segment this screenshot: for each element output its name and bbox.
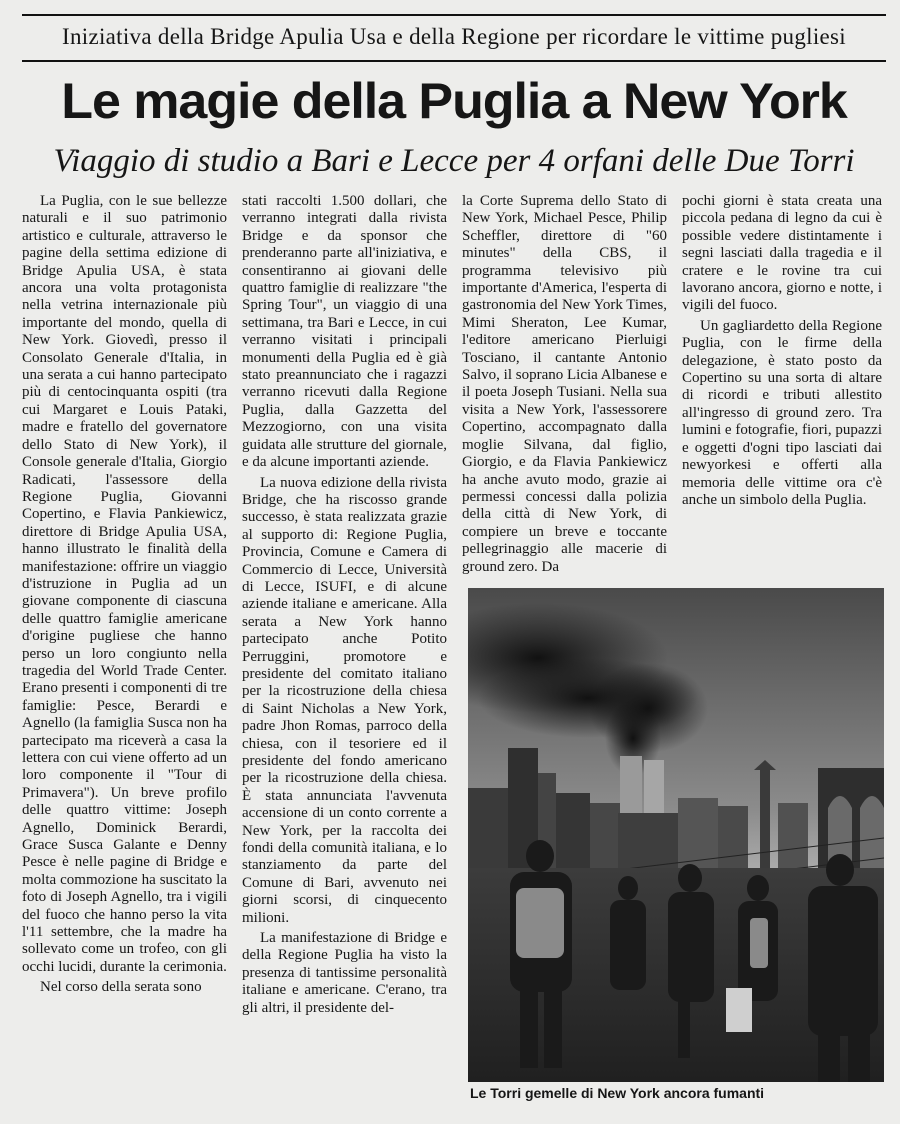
text-column-1 [22, 193, 227, 1000]
paragraph: la Corte Suprema dello Stato di New York, Michael Pesce, Philip Scheffler, direttore di "60 minutes" della CBS, il programma televisivo più importante d'America, l'esperta di gastronomia del New York Times, Mimi Sheraton, Lee Kumar, l'editore americano Pierluigi Tosciano, il cantante Antonio Salvo, il soprano Licia Albanese e il poeta Joseph Tusiani. Nella sua visita a New York, l'assessorere Copertino, accompagnato dalla moglie Silvana, dal figlio, Giorgio, e da Flavia Pankiewicz ha anche avuto modo, grazie ai permessi concessi dalla polizia della città di New York, di compiere un breve e toccante pellegrinaggio alle macerie di ground zero. Da [462, 193, 668, 575]
paragraph: stati raccolti 1.500 dollari, che verranno integrati dalla rivista Bridge e da sponsor che prenderanno parte all'iniziativa, e consentiranno ai giovani delle quattro famiglie di realizzare "the Spring Tour", un viaggio di una settimana, tra Bari e Lecce, in cui verranno visitati i principali monumenti della Puglia ed è già stato preannunciato che i ragazzi verranno ricevuti dalla Regione Puglia, dalla Gazzetta del Mezzogiorno, con una visita guidata alle strutture del giornale, e da alcune importanti aziende. [242, 193, 447, 471]
top-rule [22, 14, 886, 16]
paragraph: Un gagliardetto della Regione Puglia, con le firme della delegazione, è stato posto da Copertino su una sorta di altare di ricordi e tributi allestito all'ingresso di ground zero. Tra lumini e fotografie, fiori, pupazzi e oggetti d'ogni tipo lasciati dai newyorkesi e offerti alla memoria delle vittime ora c'è anche un simbolo della Puglia. [682, 317, 882, 508]
paragraph: Nel corso della serata sono [40, 979, 202, 996]
paragraph: La Puglia, con le sue bellezze naturali e il suo patrimonio artistico e culturale, attraverso le pagine della settima edizione di Bridge Apulia USA, è stata ancora una volta protagonista nella vetrina internazionale più importante del mondo, quella di New York. Giovedì, presso il Consolato Generale d'Italia, in una serata a cui hanno partecipato più di centocinquanta ospiti (tra cui Margaret e Louis Pataki, madre e fratello del governatore dello Stato di New York), il Console generale d'Italia, Giorgio Radicati, l'assessore della Regione Puglia, Giovanni Copertino, e Flavia Pankiewicz, direttore di Bridge Apulia USA, hanno illustrato le finalità della manifestazione: offrire un viaggio d'istruzione in Puglia ad un giovane componente di ciascuna delle quattro famiglie americane d'origine pugliese che hanno perso un loro congiunto nella tragedia del World Trade Center. Erano presenti i componenti di tre famiglie: Pesce, Berardi e Agnello (la famiglia Susca non ha partecipato ma riceverà a casa la lettera con cui viene offerto ad un loro componente il "Tour di Primavera"). Un breve profilo delle quattro vittime: Joseph Agnello, Dominick Berardi, Grace Susca Galante e Denny Pesce è nelle pagine di Bridge e molta commozione ha suscitato la foto di Joseph Agnello, tra i vigili del fuoco che hanno perso la vita l'11 settembre, che la madre ha sollevato come un trofeo, con gli occhi lucidi, durante la cerimonia. [22, 193, 227, 975]
paragraph: La manifestazione di Bridge e della Regione Puglia ha visto la presenza di tantissime personalità italiane e americane. C'erano, tra gli altri, il presidente del- [242, 930, 447, 1016]
article-kicker: Iniziativa della Bridge Apulia Usa e della Regione per ricordare le vittime pugliesi [62, 24, 846, 49]
text-column-2 [242, 193, 447, 1020]
text-column-4 [682, 193, 882, 512]
article-subheadline: Viaggio di studio a Bari e Lecce per 4 orfani delle Due Torri [53, 143, 855, 179]
paragraph: pochi giorni è stata creata una piccola pedana di legno da cui è possible vedere distintamente i segni lasciati dalla tragedia e il cratere e le rovine tra cui lavorano ancora, giorno e notte, i vigili del fuoco. [682, 193, 882, 314]
article-headline: Le magie della Puglia a New York [61, 73, 847, 129]
photo-caption: Le Torri gemelle di New York ancora fumanti [470, 1085, 765, 1101]
twin-towers-photo [468, 588, 884, 1082]
text-column-3 [462, 193, 667, 579]
kicker-rule [22, 60, 886, 62]
paragraph: La nuova edizione della rivista Bridge, che ha riscosso grande successo, è stata realizzata grazie al supporto di: Regione Puglia, Provincia, Comune e Camera di Commercio di Lecce, Università di Lecce, ISUFI, e di alcune aziende italiane e americane. Alla serata a New York hanno partecipato anche Potito Perruggini, promotore e presidente del comitato italiano per la ricostruzione della chiesa di Saint Nicholas a New York, padre Jhon Romas, parroco della chiesa, con il tesoriere ed il presidente del fondo americano per la ricostruzione della chiesa. È stata annunciata l'avvenuta accensione di un conto corrente a New York, per la raccolta dei fondi della comunità italiana, e lo stanziamento da parte del Comune di Bari, avvenuto nei giorni scorsi, di cinquecento milioni. [242, 474, 447, 926]
